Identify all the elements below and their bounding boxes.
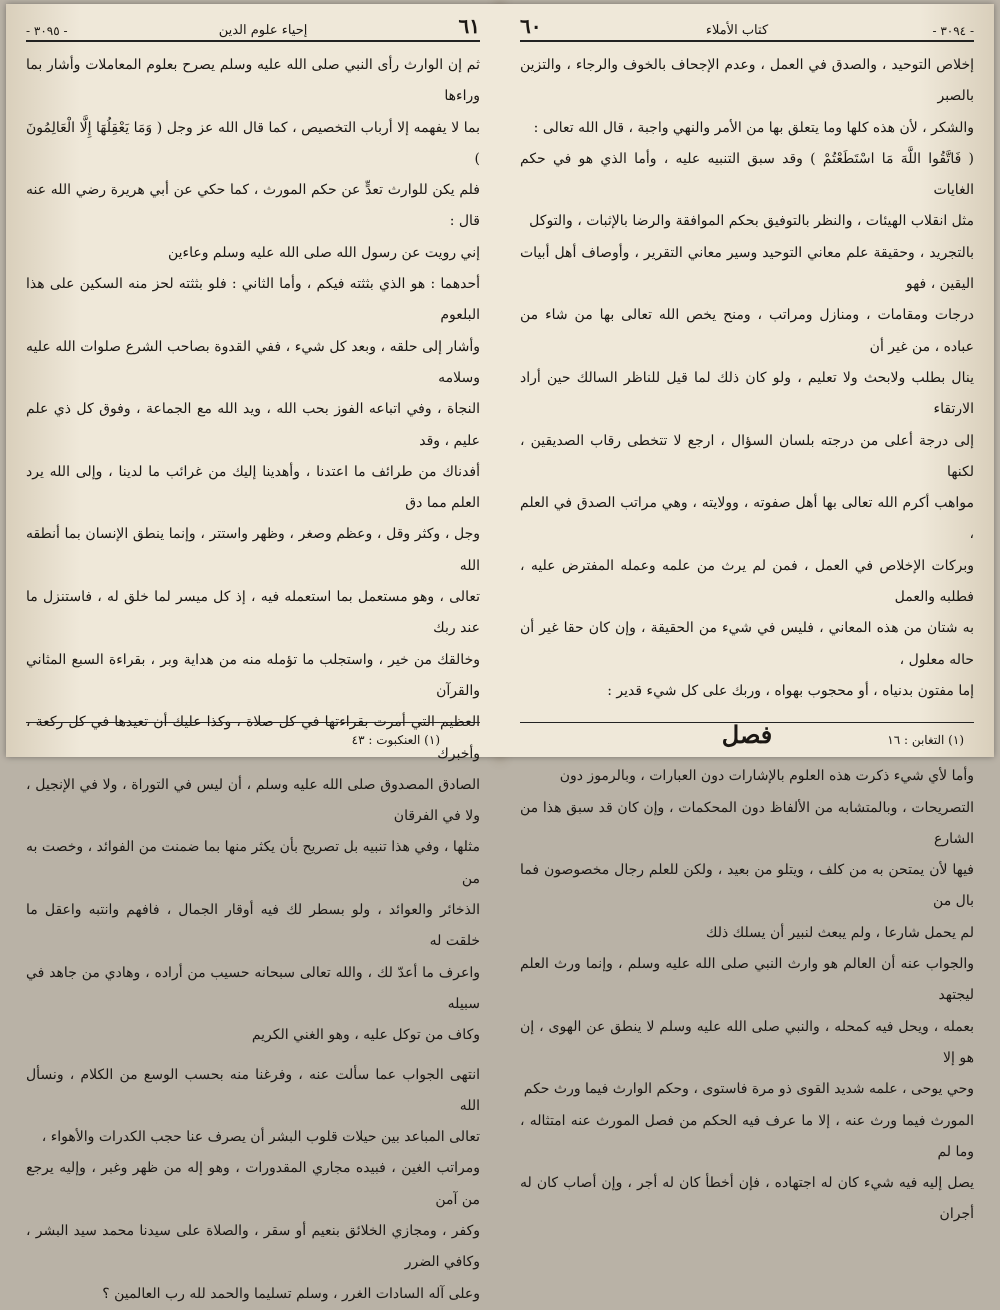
left-page-body <box>26 50 480 1310</box>
text-line: بالتجريد ، وحقيقة علم معاني التوحيد وسير معاني التقرير ، وأوصاف أهل أبيات اليقين ، فهو <box>520 244 974 293</box>
right-page-body <box>520 50 974 1231</box>
right-page <box>500 4 994 1223</box>
text-line: وأما لأي شيء ذكرت هذه العلوم بالإشارات دون العبارات ، وبالرموز دون <box>559 768 974 785</box>
paragraph-gap <box>26 1052 480 1060</box>
text-line: وأشار إلى حلقه ، وبعد كل شيء ، ففي القدوة بصاحب الشرع صلوات الله عليه وسلامه <box>26 338 480 386</box>
text-line: تعالى ، وهو مستعمل بما استعمله فيه ، إذ كل ميسر لما خلق له ، فاستنزل ما عند ربك <box>26 589 480 637</box>
text-line: يصل إليه فيه شيء كان له اجتهاده ، فإن أخطأ كان له أجر ، وإن أصاب كان له أجران <box>520 1175 974 1223</box>
left-footnote-rule <box>26 722 480 723</box>
text-line: العظيم التي أمرت بقراءتها في كل صلاة ، وكذا عليك أن تعيدها في كل ركعة ، وأخبرك <box>26 714 480 762</box>
right-text-before-section <box>520 50 974 707</box>
text-line: وعلى آله السادات الغرر ، وسلم تسليما والحمد لله رب العالمين ؟ <box>102 1285 480 1302</box>
text-line: أفدناك من طرائف ما اعتدنا ، وأهدينا إليك من غرائب ما لدينا ، وإلى الله يرد العلم مما دق <box>26 463 480 512</box>
right-running-title: كتاب الأملاء <box>705 23 769 38</box>
text-line: فلم يكن للوارث تعدٍّ عن حكم المورث ، كما حكي عن أبي هريرة رضي الله عنه قال : <box>26 182 480 230</box>
left-footnote: (١) العنكبوت : ٤٣ <box>351 733 440 747</box>
text-line: النجاة ، وفي اتباعه الفوز بحب الله ، ويد الله مع الجماعة ، وفوق كل ذي علم عليم ، وقد <box>26 401 480 449</box>
book-spread <box>6 4 994 1302</box>
text-line: ثم إن الوارث رأى النبي صلى الله عليه وسلم يصرح بعلوم المعاملات وأشار بما وراءها <box>26 57 480 105</box>
section-heading: فصل <box>721 720 773 750</box>
text-line: مواهب أكرم الله تعالى بها أهل صفوته ، وولايته ، وهي مراتب الصدق في العلم ، <box>520 495 974 543</box>
text-line: ومراتب الغين ، فبيده مجاري المقدورات ، وهو إله من ظهر وغبر ، وإليه يرجع من آمن <box>26 1160 480 1208</box>
right-page-number: ٦٠ <box>520 14 542 38</box>
text-line: واعرف ما أعدّ لك ، والله تعالى سبحانه حسيب من أراده ، وهادي من جاهد في سبيله <box>26 964 480 1012</box>
left-page-header <box>26 10 480 42</box>
text-line: ينال بطلب ولابحث ولا تعليم ، ولو كان ذلك لما قيل للناظر السالك حين أراد الارتقاء <box>520 369 974 418</box>
text-line: الذخائر والعوائد ، ولو بسطر لك فيه أوقار الجمال ، فافهم وانتبه واعقل ما خلقت له <box>26 902 480 950</box>
text-line: الصادق المصدوق صلى الله عليه وسلم ، أن ليس في التوراة ، ولا في الإنجيل ، ولا في الفرقان <box>26 776 480 825</box>
text-line: إما مفتون بدنياه ، أو محجوب بهواه ، وربك على كل شيء قدير : <box>607 682 974 699</box>
text-line: لم يحمل شارعا ، ولم يبعث لنبير أن يسلك ذلك <box>705 924 974 941</box>
text-line: تعالى المباعد بين حيلات قلوب البشر أن يصرف عنا حجب الكدرات والأهواء ، <box>41 1129 480 1146</box>
text-line: وجل ، وكثر وقل ، وعظم وصغر ، وظهر واستتر ، وإنما ينطق الإنسان بما أنطقه الله <box>26 526 480 574</box>
text-line: أحدهما : هو الذي بثثته فيكم ، وأما الثاني : فلو بثثته لحز منه السكين على هذا البلعوم <box>26 276 480 324</box>
text-line: درجات ومقامات ، ومنازل ومراتب ، ومنح يخص الله تعالى بها من شاء من عباده ، من غير أن <box>520 307 974 355</box>
text-line: والجواب عنه أن العالم هو وارث النبي صلى الله عليه وسلم ، وإنما ورث العلم ليجتهد <box>520 956 974 1004</box>
text-line: وكاف من توكل عليه ، وهو الغني الكريم <box>251 1027 480 1044</box>
text-line: بعمله ، ويحل فيه كمحله ، والنبي صلى الله عليه وسلم لا ينطق عن الهوى ، إن هو إلا <box>520 1018 974 1066</box>
text-line: إلى درجة أعلى من درجته بلسان السؤال ، ارجع لا تتخطى رقاب الصديقين ، لكنها <box>520 432 974 480</box>
left-page-number: ٦١ <box>458 14 480 38</box>
text-line: مثلها ، وفي هذا تنبيه بل تصريح بأن يكثر منها بما ضمنت من الفوائد ، وخصت به من <box>26 839 480 887</box>
text-line: وحي يوحى ، علمه شديد القوى ذو مرة فاستوى ، وحكم الوارث فيما ورث حكم <box>523 1081 974 1098</box>
left-running-title: إحياء علوم الدين <box>218 23 308 38</box>
text-line: بما لا يفهمه إلا أرباب التخصيص ، كما قال الله عز وجل ( وَمَا يَعْقِلُهَا إِلَّا الْعَالِمُونَ ) <box>26 119 480 167</box>
text-line: إخلاص التوحيد ، والصدق في العمل ، وعدم الإجحاف بالخوف والرجاء ، والتزين بالصبر <box>520 57 974 105</box>
left-folio-number: - ٣٠٩٥ - <box>26 24 68 38</box>
text-line: المورث فيما ورث عنه ، إلا ما عرف فيه الحكم من فصل المورث عنه امتثاله ، وما لم <box>520 1112 974 1160</box>
right-footnote-rule <box>520 722 974 723</box>
text-line: به شتان من هذه المعاني ، فليس في شيء من الحقيقة ، وإن كان حقا غير أن حاله معلول ، <box>520 620 974 668</box>
left-page <box>6 4 500 1302</box>
text-line: ( فَاتَّقُوا اللَّهَ مَا اسْتَطَعْتُمْ ) وقد سبق التنبيه عليه ، وأما الذي هو في حكم الغايات <box>520 150 974 199</box>
right-page-header <box>520 10 974 42</box>
text-line: وخالقك من خير ، واستجلب ما تؤمله منه من هداية وبر ، بقراءة السبع المثاني والقرآن <box>26 651 480 699</box>
text-line: والشكر ، لأن هذه كلها وما يتعلق بها من الأمر والنهي واجبة ، قال الله تعالى : <box>533 119 974 136</box>
text-line: وبركات الإخلاص في العمل ، فمن لم يرث من علمه وعمله المفترض عليه ، فطلبه والعمل <box>520 557 974 606</box>
right-footnote: (١) التغابن : ١٦ <box>887 733 964 747</box>
text-line: إني رويت عن رسول الله صلى الله عليه وسلم وعاءين <box>167 244 480 261</box>
text-line: وكفر ، ومجازي الخلائق بنعيم أو سقر ، والصلاة على سيدنا محمد سيد البشر ، وكافي الضرر <box>26 1222 480 1271</box>
right-text-after-section <box>520 761 974 1230</box>
right-folio-number: - ٣٠٩٤ - <box>932 24 974 38</box>
text-line: فيها لأن يمتحن به من كلف ، ويتلو من بعيد ، ولكن للعلم رجال مخصوصون فما بال من <box>520 862 974 910</box>
text-line: انتهى الجواب عما سألت عنه ، وفرغنا منه بحسب الوسع من الكلام ، ونسأل الله <box>26 1066 480 1114</box>
text-line: مثل انقلاب الهيئات ، والنظر بالتوفيق بحكم الموافقة والرضا بالإثبات ، والتوكل <box>529 213 974 230</box>
text-line: التصريحات ، وبالمتشابه من الألفاظ دون المحكمات ، وإن كان قد سبق هذا من الشارع <box>520 799 974 847</box>
